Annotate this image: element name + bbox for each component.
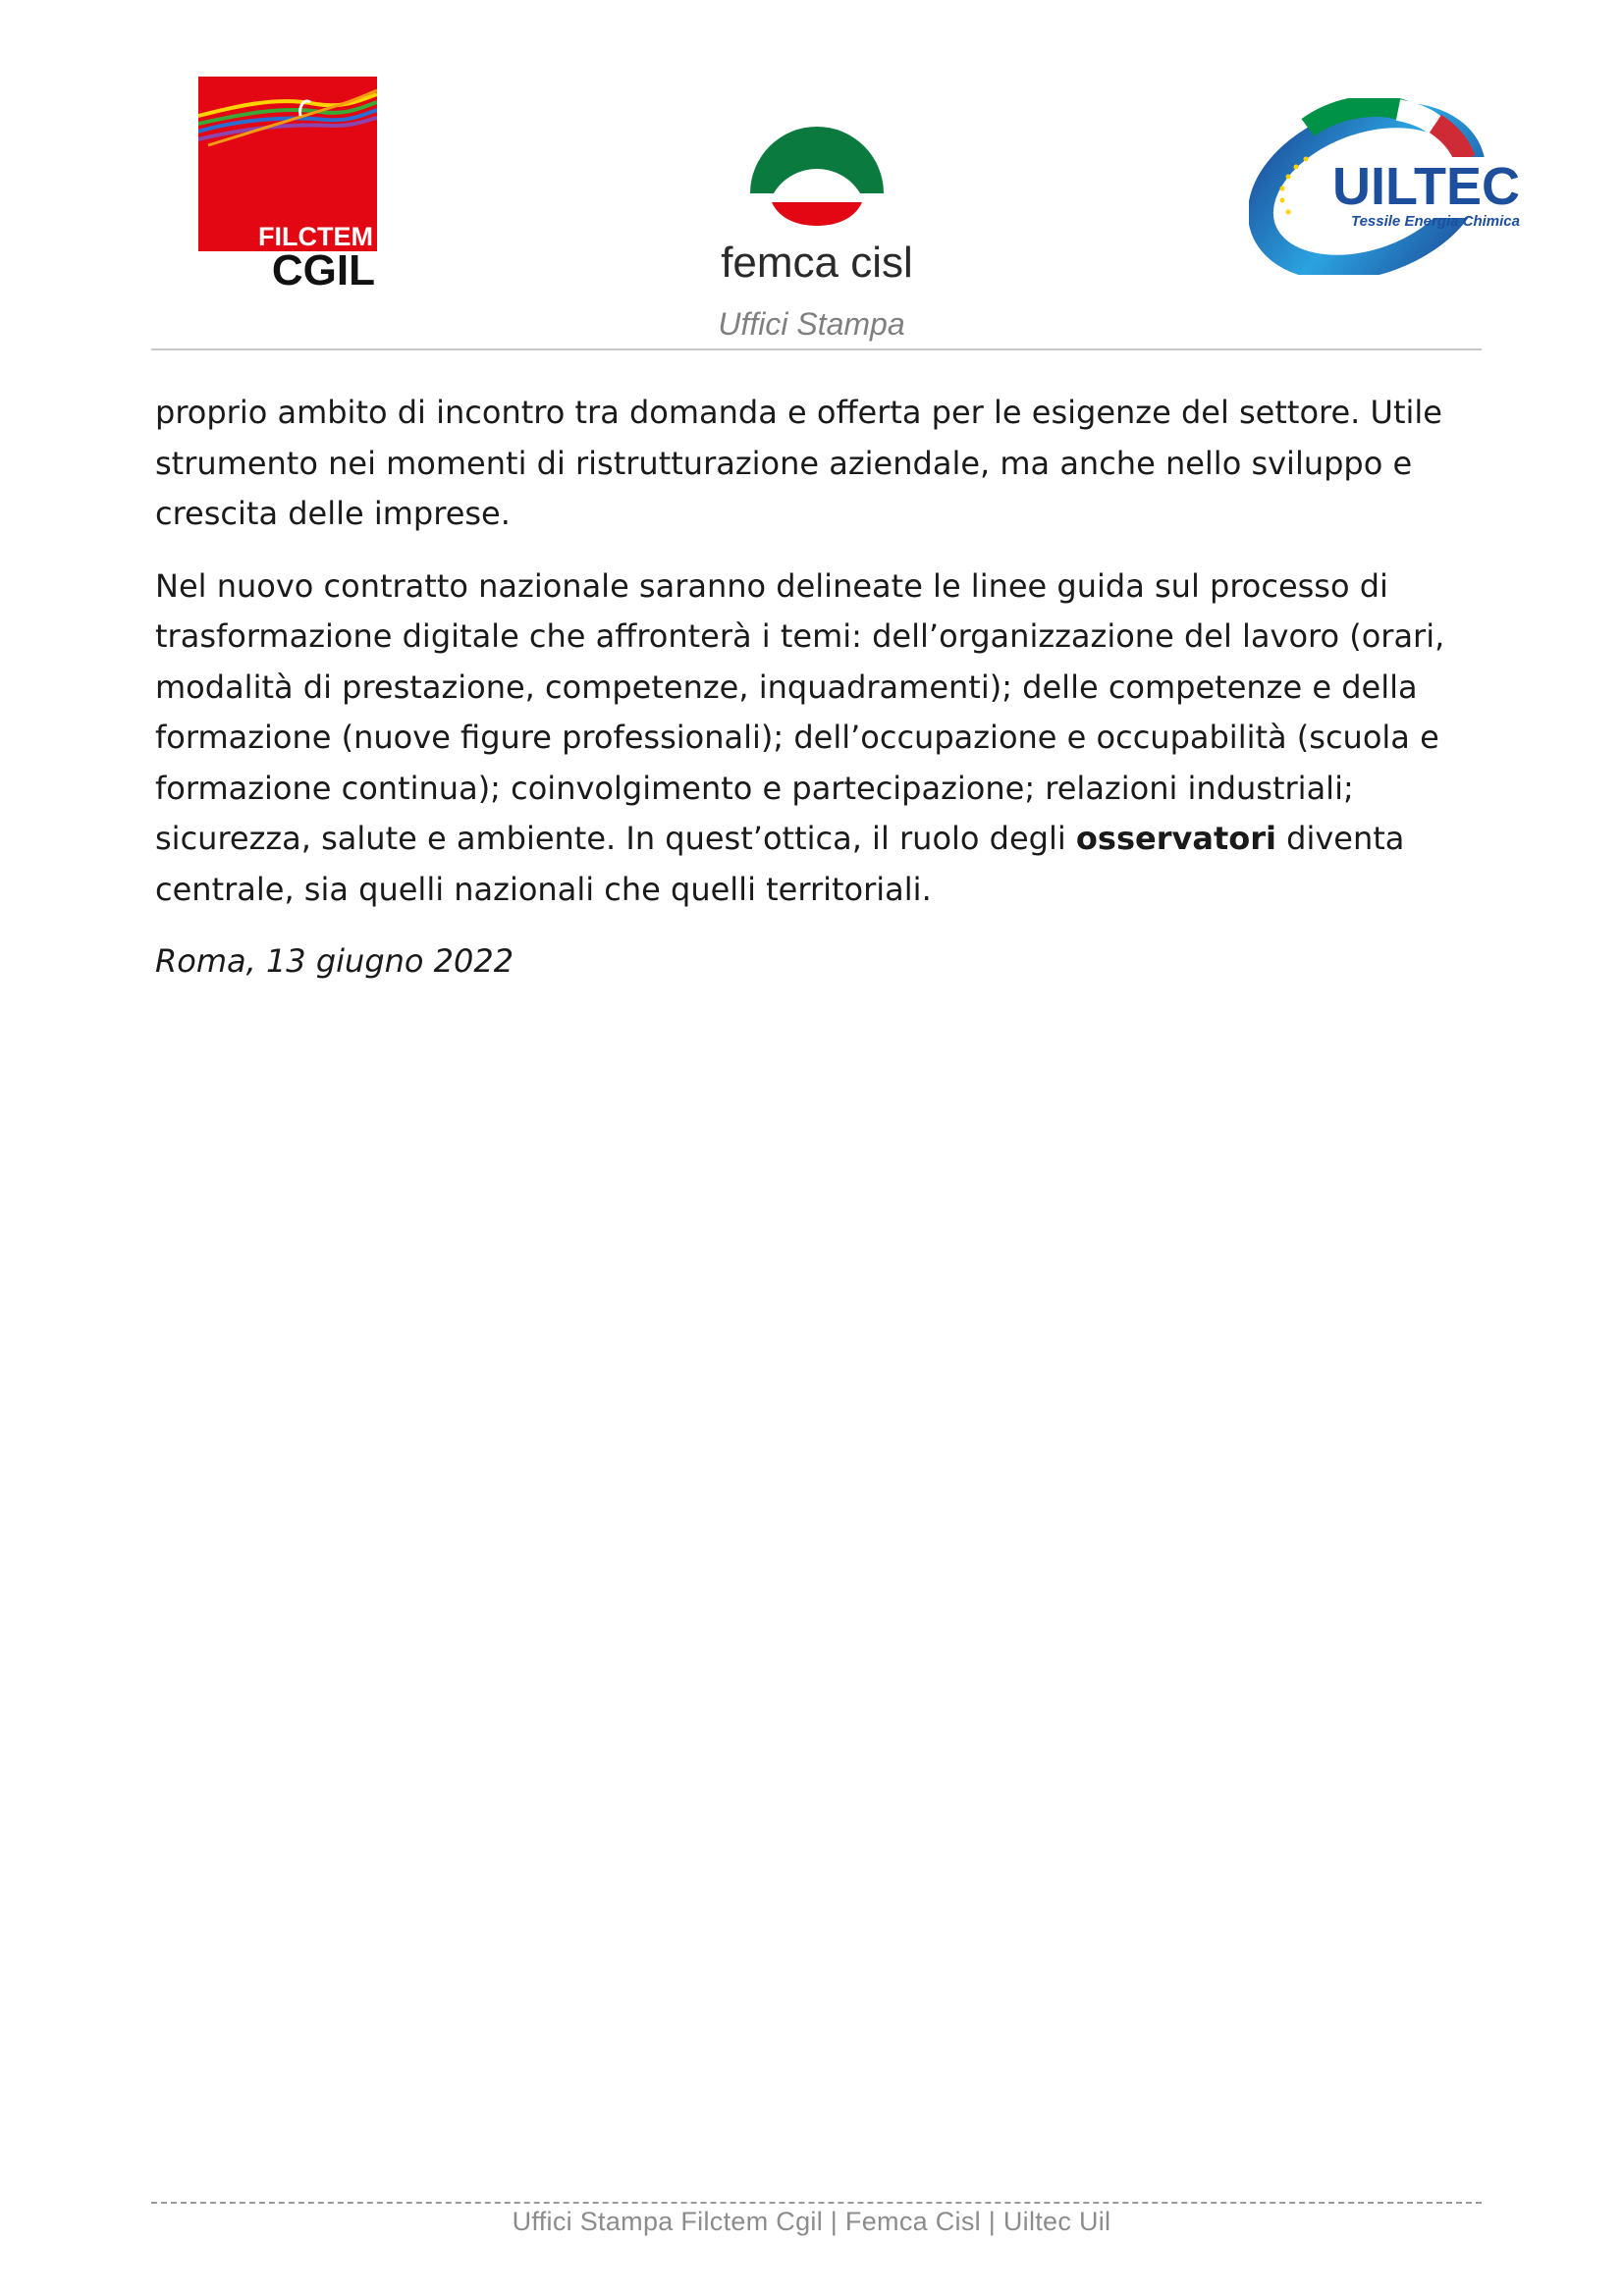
femca-cisl-logo xyxy=(703,94,931,291)
paragraph-1: proprio ambito di incontro tra domanda e offerta per le esigenze del settore. Utile strumento nei momenti di ristrutturazione aziendale, ma anche nello sviluppo e crescita delle imprese. xyxy=(155,394,1442,532)
document-date: Roma, 13 giugno 2022 xyxy=(155,942,514,980)
paragraph-2-text: Nel nuovo contratto nazionale saranno delineate le linee guida sul processo di trasformazione digitale che affronterà i temi: dell’organizzazione del lavoro (orari, modalità di prestazione, competenze, inquadramenti); delle competenze e della formazione (nuove figure professionali); dell’occupazione e occupabilità (scuola e formazione continua); coinvolgimento e partecipazione; relazioni industriali; sicurezza, salute e ambiente. In quest’ottica, il ruolo degli xyxy=(155,566,1445,857)
uiltec-logo xyxy=(1249,98,1524,275)
filctem-text: FILCTEM xyxy=(258,222,373,251)
page-footer: Uffici Stampa Filctem Cgil | Femca Cisl | Uiltec Uil xyxy=(512,2207,1111,2236)
header-divider xyxy=(151,348,1482,350)
document-body xyxy=(155,388,1471,1009)
footer-divider xyxy=(151,2202,1482,2204)
uiltec-subtitle: Tessile Energia Chimica xyxy=(1350,213,1520,230)
paragraph-2-end: diventa centrale, sia quelli nazionali che quelli territoriali. xyxy=(155,820,1405,908)
paragraph-2 xyxy=(155,561,1471,916)
filctem-cgil-logo xyxy=(198,77,377,289)
page-header xyxy=(0,0,1623,353)
femca-cisl-text: femca cisl xyxy=(721,239,913,287)
uiltec-title: UILTEC xyxy=(1332,157,1520,216)
cgil-text: CGIL xyxy=(271,246,375,289)
bold-term: osservatori xyxy=(1075,820,1276,857)
header-subtitle: Uffici Stampa xyxy=(718,306,905,342)
